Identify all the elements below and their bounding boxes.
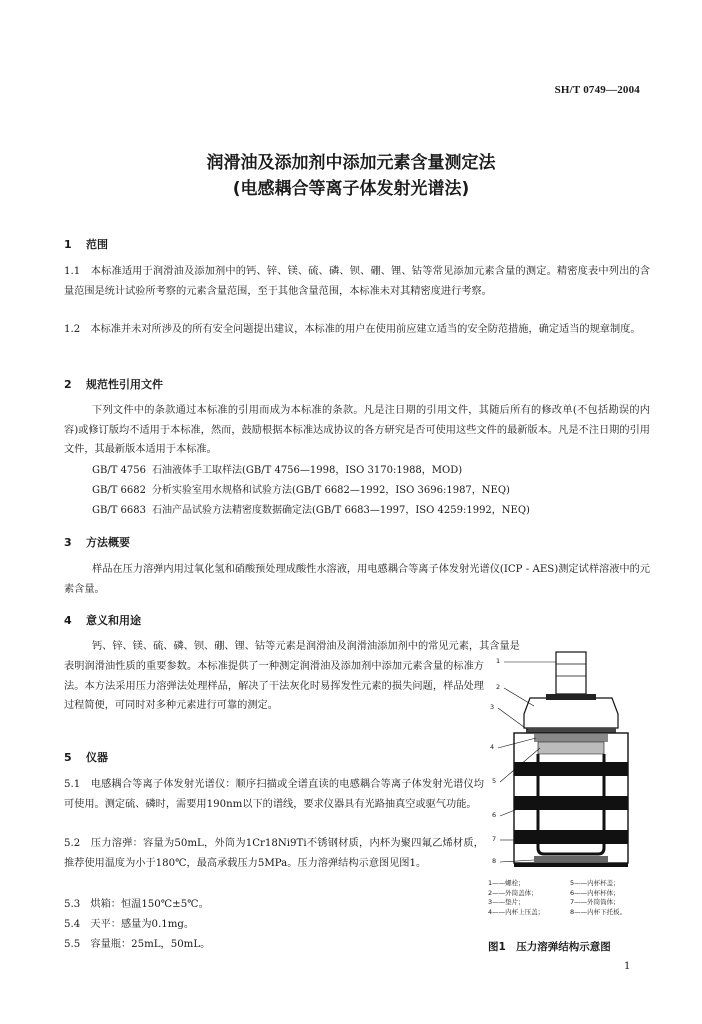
- figure-label-5: 5: [492, 777, 497, 785]
- section-heading-apparatus: [64, 749, 108, 765]
- reference-text: 石油液体手工取样法(GB/T 4756—1998，ISO 3170:1988，MOD): [152, 465, 463, 476]
- legend-row: [488, 908, 658, 918]
- figure-label-3: 3: [490, 703, 495, 711]
- paragraph-5-3: 5.3 烘箱：恒温150℃±5℃。: [64, 899, 209, 910]
- pressure-bomb-diagram: [486, 650, 656, 876]
- paragraph-5-5: 5.5 容量瓶：25mL，50mL。: [64, 939, 211, 950]
- figure-caption: 图1 压力溶弹结构示意图: [488, 941, 611, 953]
- document-title-line1: 润滑油及添加剂中添加元素含量测定法: [206, 153, 496, 173]
- figure-label-1: 1: [496, 657, 501, 665]
- paragraph-5-4: 5.4 天平：感量为0.1mg。: [64, 919, 195, 930]
- reference-code: GB/T 4756: [92, 465, 147, 476]
- section-heading-method-summary: [64, 534, 130, 550]
- figure-label-6: 6: [492, 811, 497, 819]
- paragraph-2: 下列文件中的条款通过本标准的引用而成为本标准的条款。凡是注日期的引用文件，其随后所有的修改单(不包括勘误的内容)或修订版均不适用于本标准，然而，鼓励根据本标准达成协议的各方研究是否可使用这些文件的最新版本。凡是不注日期的引用文件，其最新版本适用于本标准。: [64, 405, 650, 455]
- section-heading-significance: [64, 612, 141, 628]
- paragraph-4: 表明润滑油性质的重要参数。本标准提供了一种测定润滑油及添加剂中添加元素含量的标准方法。本方法采用压力溶弹法处理样品，解决了干法灰化时易挥发性元素的损失问题，样品处理过程简便，可同时对多种元素进行可靠的测定。: [64, 661, 484, 711]
- reference-item: [92, 481, 510, 500]
- section-number: 5: [64, 751, 72, 764]
- legend-entry: 8——内杯下托板。: [570, 907, 627, 916]
- outer-cap-shape: [524, 698, 618, 728]
- legend-entry: 5——内杯杯盖；: [570, 879, 620, 887]
- legend-entry: 2——外筒盖体；: [488, 888, 538, 897]
- bolt-shape: [556, 652, 586, 694]
- section-heading-references: [64, 376, 163, 392]
- section-number: 2: [64, 378, 72, 391]
- paragraph-1-1: 1.1 本标准适用于润滑油及添加剂中的钙、锌、镁、硫、磷、钡、硼、锂、钴等常见添加元素含量的测定。精密度表中列出的含量范围是统计试验所考察的元素含量范围，至于其他含量范围，本标准未对其精密度进行考察。: [64, 266, 650, 297]
- inner-lower-plate-shape: [534, 856, 608, 862]
- section-number: 1: [64, 238, 72, 251]
- section-number: 4: [64, 614, 72, 627]
- figure-label-7: 7: [492, 835, 497, 843]
- legend-row: [488, 898, 658, 908]
- legend-entry: 1——螺栓；: [488, 879, 525, 887]
- cap-top-band: [546, 694, 596, 700]
- inner-upper-cover-shape: [534, 734, 608, 742]
- section-title: 规范性引用文件: [86, 378, 163, 391]
- section-title: 仪器: [86, 751, 108, 764]
- reference-item: [92, 501, 530, 520]
- legend-row: [488, 879, 658, 889]
- grip-band: [514, 762, 628, 776]
- section-title: 范围: [86, 238, 108, 251]
- section-number: 3: [64, 536, 72, 549]
- reference-code: GB/T 6682: [92, 485, 147, 496]
- grip-band: [514, 796, 628, 810]
- paragraph-5-1: 5.1 电感耦合等离子体发射光谱仪：顺序扫描或全谱直读的电感耦合等离子体发射光谱仪均可使用。测定硫、磷时，需要用190nm以下的谱线，要求仪器具有光路抽真空或驱气功能。: [64, 779, 484, 810]
- figure-legend: [488, 879, 658, 917]
- paragraph-3: 样品在压力溶弹内用过氧化氢和硝酸预处理成酸性水溶液，用电感耦合等离子体发射光谱仪(ICP - AES)测定试样溶液中的元素含量。: [64, 564, 650, 595]
- legend-entry: 7——外筒筒体；: [570, 898, 620, 906]
- legend-row: [488, 889, 658, 899]
- legend-entry: 3——垫片；: [488, 898, 525, 906]
- paragraph-5-2: 5.2 压力溶弹：容量为50mL，外筒为1Cr18Ni9Ti不锈钢材质，内杯为聚四氟乙烯材质，推荐使用温度为小于180℃，最高承载压力5MPa。压力溶弹结构示意图见图1。: [64, 838, 484, 869]
- legend-entry: 6——内杯杯体；: [570, 888, 620, 897]
- section-title: 方法概要: [86, 536, 130, 549]
- base-line: [514, 863, 628, 867]
- legend-entry: 4——内杯上压盖；: [488, 907, 545, 916]
- document-title-line2: (电感耦合等离子体发射光谱法): [232, 179, 470, 199]
- grip-band: [514, 830, 628, 844]
- reference-item: [92, 461, 462, 480]
- figure-label-2: 2: [496, 683, 501, 691]
- gasket-shape: [526, 728, 616, 733]
- paragraph-1-2: 1.2 本标准并未对所涉及的所有安全问题提出建议，本标准的用户在使用前应建立适当的安全防范措施，确定适当的规章制度。: [64, 324, 641, 335]
- section-title: 意义和用途: [86, 614, 141, 627]
- figure-label-8: 8: [492, 857, 497, 865]
- reference-code: GB/T 6683: [92, 505, 147, 516]
- standard-code: SH/T 0749—2004: [554, 84, 640, 96]
- reference-text: 石油产品试验方法精密度数据确定法(GB/T 6683—1997，ISO 4259:1992，NEQ): [152, 505, 530, 516]
- reference-text: 分析实验室用水规格和试验方法(GB/T 6682—1992，ISO 3696:1987，NEQ): [152, 485, 510, 496]
- inner-lid-shape: [538, 742, 604, 754]
- page-number: 1: [624, 961, 631, 972]
- paragraph-4-first-line: 钙、锌、镁、硫、磷、钡、硼、锂、钴等元素是润滑油及润滑油添加剂中的常见元素，其含量是: [92, 641, 520, 652]
- section-heading-scope: [64, 236, 108, 252]
- figure-label-4: 4: [490, 743, 495, 751]
